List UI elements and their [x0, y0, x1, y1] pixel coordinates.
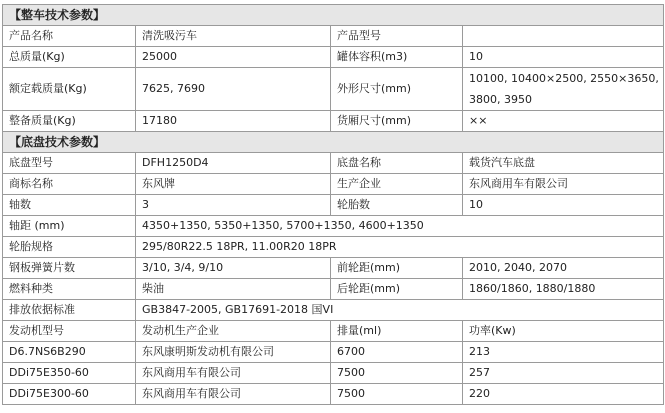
value-cell: 清洗吸污车: [136, 26, 331, 47]
label-cell: 整备质量(Kg): [3, 111, 136, 132]
column-header: 发动机生产企业: [136, 321, 331, 342]
label-cell: 底盘型号: [3, 153, 136, 174]
value-cell: 25000: [136, 47, 331, 68]
label-cell: 前轮距(mm): [331, 258, 463, 279]
table-row: [3, 300, 664, 321]
engine-model: DDi75E300-60: [3, 384, 136, 405]
section-title: 【整车技术参数】: [3, 5, 664, 26]
column-header: 发动机型号: [3, 321, 136, 342]
value-cell: 10100, 10400×2500, 2550×3650, 3800, 3950: [463, 68, 664, 111]
label-cell: 生产企业: [331, 174, 463, 195]
engine-maker: 东风康明斯发动机有限公司: [136, 342, 331, 363]
value-cell: ××: [463, 111, 664, 132]
table-row: [3, 47, 664, 68]
engine-maker: 东风商用车有限公司: [136, 384, 331, 405]
label-cell: 产品型号: [331, 26, 463, 47]
table-row: [3, 237, 664, 258]
value-cell: 东风牌: [136, 174, 331, 195]
table-row: [3, 258, 664, 279]
section-header-vehicle: [3, 5, 664, 26]
label-cell: 轴距 (mm): [3, 216, 136, 237]
value-cell: DFH1250D4: [136, 153, 331, 174]
column-header: 排量(ml): [331, 321, 463, 342]
engine-power: 257: [463, 363, 664, 384]
value-cell: 2010, 2040, 2070: [463, 258, 664, 279]
engine-model: D6.7NS6B290: [3, 342, 136, 363]
engine-row: [3, 363, 664, 384]
spec-table: [2, 4, 664, 405]
engine-model: DDi75E350-60: [3, 363, 136, 384]
value-cell: 柴油: [136, 279, 331, 300]
engine-maker: 东风商用车有限公司: [136, 363, 331, 384]
label-cell: 燃料种类: [3, 279, 136, 300]
value-cell: 东风商用车有限公司: [463, 174, 664, 195]
column-header: 功率(Kw): [463, 321, 664, 342]
table-row: [3, 195, 664, 216]
value-cell: [463, 26, 664, 47]
label-cell: 后轮距(mm): [331, 279, 463, 300]
label-cell: 钢板弹簧片数: [3, 258, 136, 279]
label-cell: 产品名称: [3, 26, 136, 47]
label-cell: 轮胎数: [331, 195, 463, 216]
engine-displacement: 7500: [331, 384, 463, 405]
engine-row: [3, 384, 664, 405]
engine-power: 220: [463, 384, 664, 405]
label-cell: 外形尺寸(mm): [331, 68, 463, 111]
value-cell: 10: [463, 195, 664, 216]
value-cell: 3: [136, 195, 331, 216]
label-cell: 罐体容积(m3): [331, 47, 463, 68]
table-row: [3, 153, 664, 174]
label-cell: 货厢尺寸(mm): [331, 111, 463, 132]
table-row: [3, 26, 664, 47]
value-cell: GB3847-2005, GB17691-2018 国VI: [136, 300, 664, 321]
label-cell: 总质量(Kg): [3, 47, 136, 68]
label-cell: 轮胎规格: [3, 237, 136, 258]
value-cell: 载货汽车底盘: [463, 153, 664, 174]
table-row: [3, 174, 664, 195]
value-cell: 7625, 7690: [136, 68, 331, 111]
value-cell: 3/10, 3/4, 9/10: [136, 258, 331, 279]
table-row: [3, 216, 664, 237]
value-cell: 10: [463, 47, 664, 68]
label-cell: 商标名称: [3, 174, 136, 195]
value-cell: 4350+1350, 5350+1350, 5700+1350, 4600+1350: [136, 216, 664, 237]
engine-displacement: 6700: [331, 342, 463, 363]
section-title: 【底盘技术参数】: [3, 132, 664, 153]
value-cell: 17180: [136, 111, 331, 132]
engine-power: 213: [463, 342, 664, 363]
table-row: [3, 279, 664, 300]
label-cell: 轴数: [3, 195, 136, 216]
value-cell: 1860/1860, 1880/1880: [463, 279, 664, 300]
value-cell: 295/80R22.5 18PR, 11.00R20 18PR: [136, 237, 664, 258]
label-cell: 额定载质量(Kg): [3, 68, 136, 111]
engine-row: [3, 342, 664, 363]
engine-header-row: [3, 321, 664, 342]
section-header-chassis: [3, 132, 664, 153]
table-row: [3, 111, 664, 132]
engine-displacement: 7500: [331, 363, 463, 384]
label-cell: 底盘名称: [331, 153, 463, 174]
label-cell: 排放依据标准: [3, 300, 136, 321]
table-row: [3, 68, 664, 111]
